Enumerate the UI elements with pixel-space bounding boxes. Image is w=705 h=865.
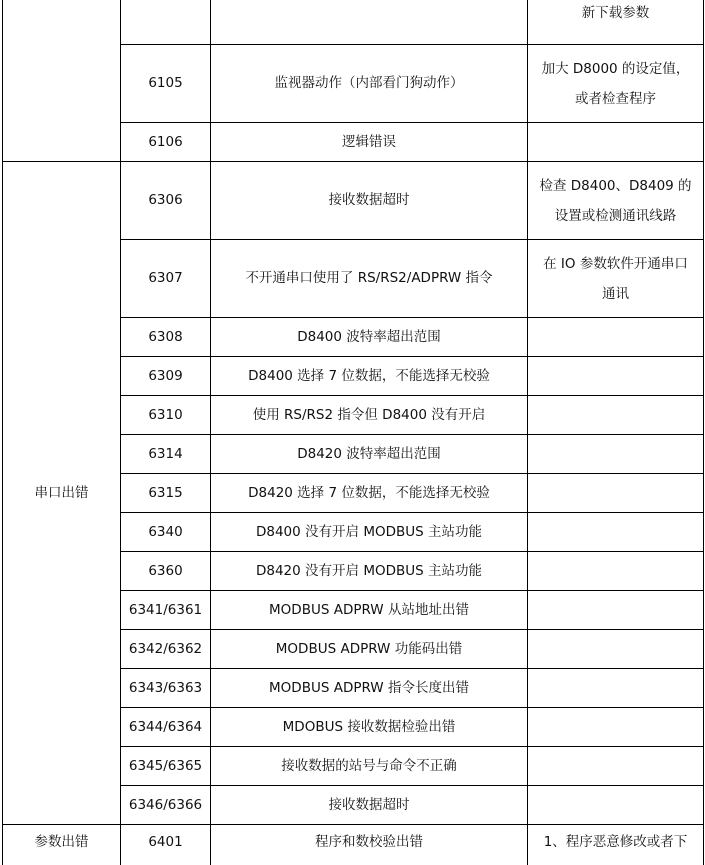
remedy-cell — [528, 123, 704, 162]
error-description: 接收数据超时 — [211, 786, 528, 825]
remedy-cell — [528, 513, 704, 552]
error-description: D8420 波特率超出范围 — [211, 435, 528, 474]
error-code: 6343/6363 — [121, 669, 211, 708]
error-description: 逻辑错误 — [211, 123, 528, 162]
remedy-line: 在 IO 参数软件开通串口 — [543, 255, 688, 272]
remedy-line: 或者检查程序 — [575, 90, 656, 107]
category-cell: 串口出错 — [3, 162, 121, 825]
error-description: D8420 没有开启 MODBUS 主站功能 — [211, 552, 528, 591]
error-code: 6401 — [121, 825, 211, 865]
error-description: D8420 选择 7 位数据，不能选择无校验 — [211, 474, 528, 513]
error-code: 6306 — [121, 162, 211, 240]
remedy-cell — [528, 0, 704, 45]
error-description: 程序和数校验出错 — [211, 825, 528, 865]
table-row — [3, 162, 704, 240]
error-code: 6309 — [121, 357, 211, 396]
error-description: D8400 波特率超出范围 — [211, 318, 528, 357]
remedy-line: 检查 D8400、D8409 的 — [539, 177, 692, 194]
error-code: 6105 — [121, 45, 211, 123]
error-description: MODBUS ADPRW 从站地址出错 — [211, 591, 528, 630]
remedy-cell — [528, 630, 704, 669]
remedy-cell — [528, 747, 704, 786]
error-code: 6314 — [121, 435, 211, 474]
error-description: 监视器动作（内部看门狗动作） — [211, 45, 528, 123]
remedy-cell — [528, 825, 704, 865]
category-cell: 参数出错 — [3, 825, 121, 865]
remedy-cell — [528, 591, 704, 630]
remedy-line: 新下载参数 — [581, 5, 650, 21]
category-cell — [3, 0, 121, 162]
remedy-line: 设置或检测通讯线路 — [554, 207, 677, 224]
error-description: MODBUS ADPRW 功能码出错 — [211, 630, 528, 669]
error-description: 不开通串口使用了 RS/RS2/ADPRW 指令 — [211, 240, 528, 318]
error-description: MODBUS ADPRW 指令长度出错 — [211, 669, 528, 708]
remedy-cell — [528, 396, 704, 435]
error-code: 6315 — [121, 474, 211, 513]
remedy-line: 通讯 — [602, 285, 629, 302]
error-code: 6342/6362 — [121, 630, 211, 669]
remedy-line: 加大 D8000 的设定值， — [541, 60, 690, 77]
error-code: 6308 — [121, 318, 211, 357]
remedy-cell — [528, 669, 704, 708]
table-row — [3, 0, 704, 45]
error-description: D8400 没有开启 MODBUS 主站功能 — [211, 513, 528, 552]
table-row — [3, 825, 704, 865]
error-code: 6307 — [121, 240, 211, 318]
remedy-cell — [528, 435, 704, 474]
error-description: 接收数据的站号与命令不正确 — [211, 747, 528, 786]
error-code: 6344/6364 — [121, 708, 211, 747]
remedy-cell — [528, 318, 704, 357]
error-description: 使用 RS/RS2 指令但 D8400 没有开启 — [211, 396, 528, 435]
remedy-cell — [528, 786, 704, 825]
error-description: 接收数据超时 — [211, 162, 528, 240]
remedy-cell — [528, 708, 704, 747]
remedy-cell — [528, 162, 704, 240]
remedy-cell — [528, 240, 704, 318]
error-code: 6340 — [121, 513, 211, 552]
remedy-cell — [528, 552, 704, 591]
remedy-cell — [528, 357, 704, 396]
remedy-line: 1、程序恶意修改或者下 — [543, 834, 688, 850]
error-code: 6345/6365 — [121, 747, 211, 786]
error-code: 6346/6366 — [121, 786, 211, 825]
remedy-cell — [528, 474, 704, 513]
error-code: 6310 — [121, 396, 211, 435]
error-code — [121, 0, 211, 45]
error-code: 6360 — [121, 552, 211, 591]
error-code: 6341/6361 — [121, 591, 211, 630]
error-description: MDOBUS 接收数据检验出错 — [211, 708, 528, 747]
remedy-cell — [528, 45, 704, 123]
error-description — [211, 0, 528, 45]
error-code-table — [2, 0, 704, 865]
error-code: 6106 — [121, 123, 211, 162]
error-description: D8400 选择 7 位数据，不能选择无校验 — [211, 357, 528, 396]
